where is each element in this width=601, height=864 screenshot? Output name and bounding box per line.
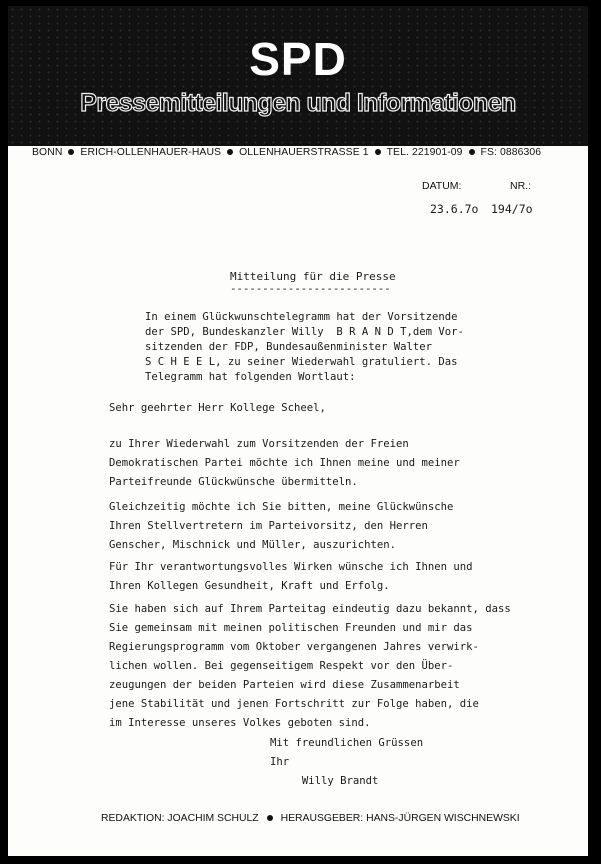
address-telex: FS: 0886306 xyxy=(480,147,542,158)
nr-value: 194/7o xyxy=(491,202,533,216)
bullet-icon xyxy=(469,149,475,155)
address-street: OLLENHAUERSTRASSE 1 xyxy=(239,147,369,158)
footer-redaktion: REDAKTION: JOACHIM SCHULZ xyxy=(101,813,259,824)
footer-herausgeber: HERAUSGEBER: HANS-JÜRGEN WISCHNEWSKI xyxy=(280,813,520,824)
closing-signature: Mit freundlichen Grüssen Ihr Willy Brandt xyxy=(270,737,424,787)
bullet-icon xyxy=(68,149,74,155)
address-building: ERICH-OLLENHAUER-HAUS xyxy=(80,147,222,158)
document-page xyxy=(8,6,588,856)
spd-logo: SPD xyxy=(249,33,347,85)
datum-label: DATUM: xyxy=(422,180,462,192)
document-heading: Mitteilung für die Presse xyxy=(230,270,396,283)
address-line xyxy=(32,147,572,158)
intro-paragraph: In einem Glückwunschtelegramm hat der Vorsitzende der SPD, Bundeskanzler Willy B R A N D T,dem Vor- sitzenden der FDP, Bundesaußenminister Walter S C H E E L, zu seiner Wiederwahl gratuliert. Das Telegramm hat folgenden Wortlaut: xyxy=(145,311,464,383)
masthead-subtitle: Pressemitteilungen und Informationen xyxy=(80,89,516,117)
body-paragraph-3: Für Ihr verantwortungsvolles Wirken wünsche ich Ihnen und Ihren Kollegen Gesundheit, Kraft und Erfolg. xyxy=(109,561,473,592)
bullet-icon xyxy=(227,149,233,155)
salutation: Sehr geehrter Herr Kollege Scheel, xyxy=(109,402,326,414)
address-city: BONN xyxy=(32,147,63,158)
body-paragraph-4: Sie haben sich auf Ihrem Parteitag eindeutig dazu bekannt, dass Sie gemeinsam mit meinen politischen Freunden und mir das Regierungsprogramm vom Oktober vergangenen Jahres verwirk- lichen wollen. Bei gegenseitigem Respekt vor den Über- zeugungen der beiden Parteien wird diese Zusammenarbeit jene Stabilität und jenen Fortschritt zur Folge haben, die im Interesse unseres Volkes geboten sind. xyxy=(109,603,511,729)
body-paragraph-1: zu Ihrer Wiederwahl zum Vorsitzenden der Freien Demokratischen Partei möchte ich Ihnen meine und meiner Parteifreunde Glückwünsche übermitteln. xyxy=(109,438,460,488)
nr-label: NR.: xyxy=(510,180,531,192)
footer xyxy=(101,813,520,824)
bullet-icon xyxy=(267,815,273,821)
heading-underline: ------------------------- xyxy=(230,282,391,295)
masthead xyxy=(8,6,588,146)
address-phone: TEL. 221901-09 xyxy=(386,147,463,158)
datum-value: 23.6.7o xyxy=(430,202,479,216)
body-paragraph-2: Gleichzeitig möchte ich Sie bitten, meine Glückwünsche Ihren Stellvertretern im Parteivorsitz, den Herren Genscher, Mischnick und Müller, auszurichten. xyxy=(109,501,454,551)
bullet-icon xyxy=(375,149,381,155)
